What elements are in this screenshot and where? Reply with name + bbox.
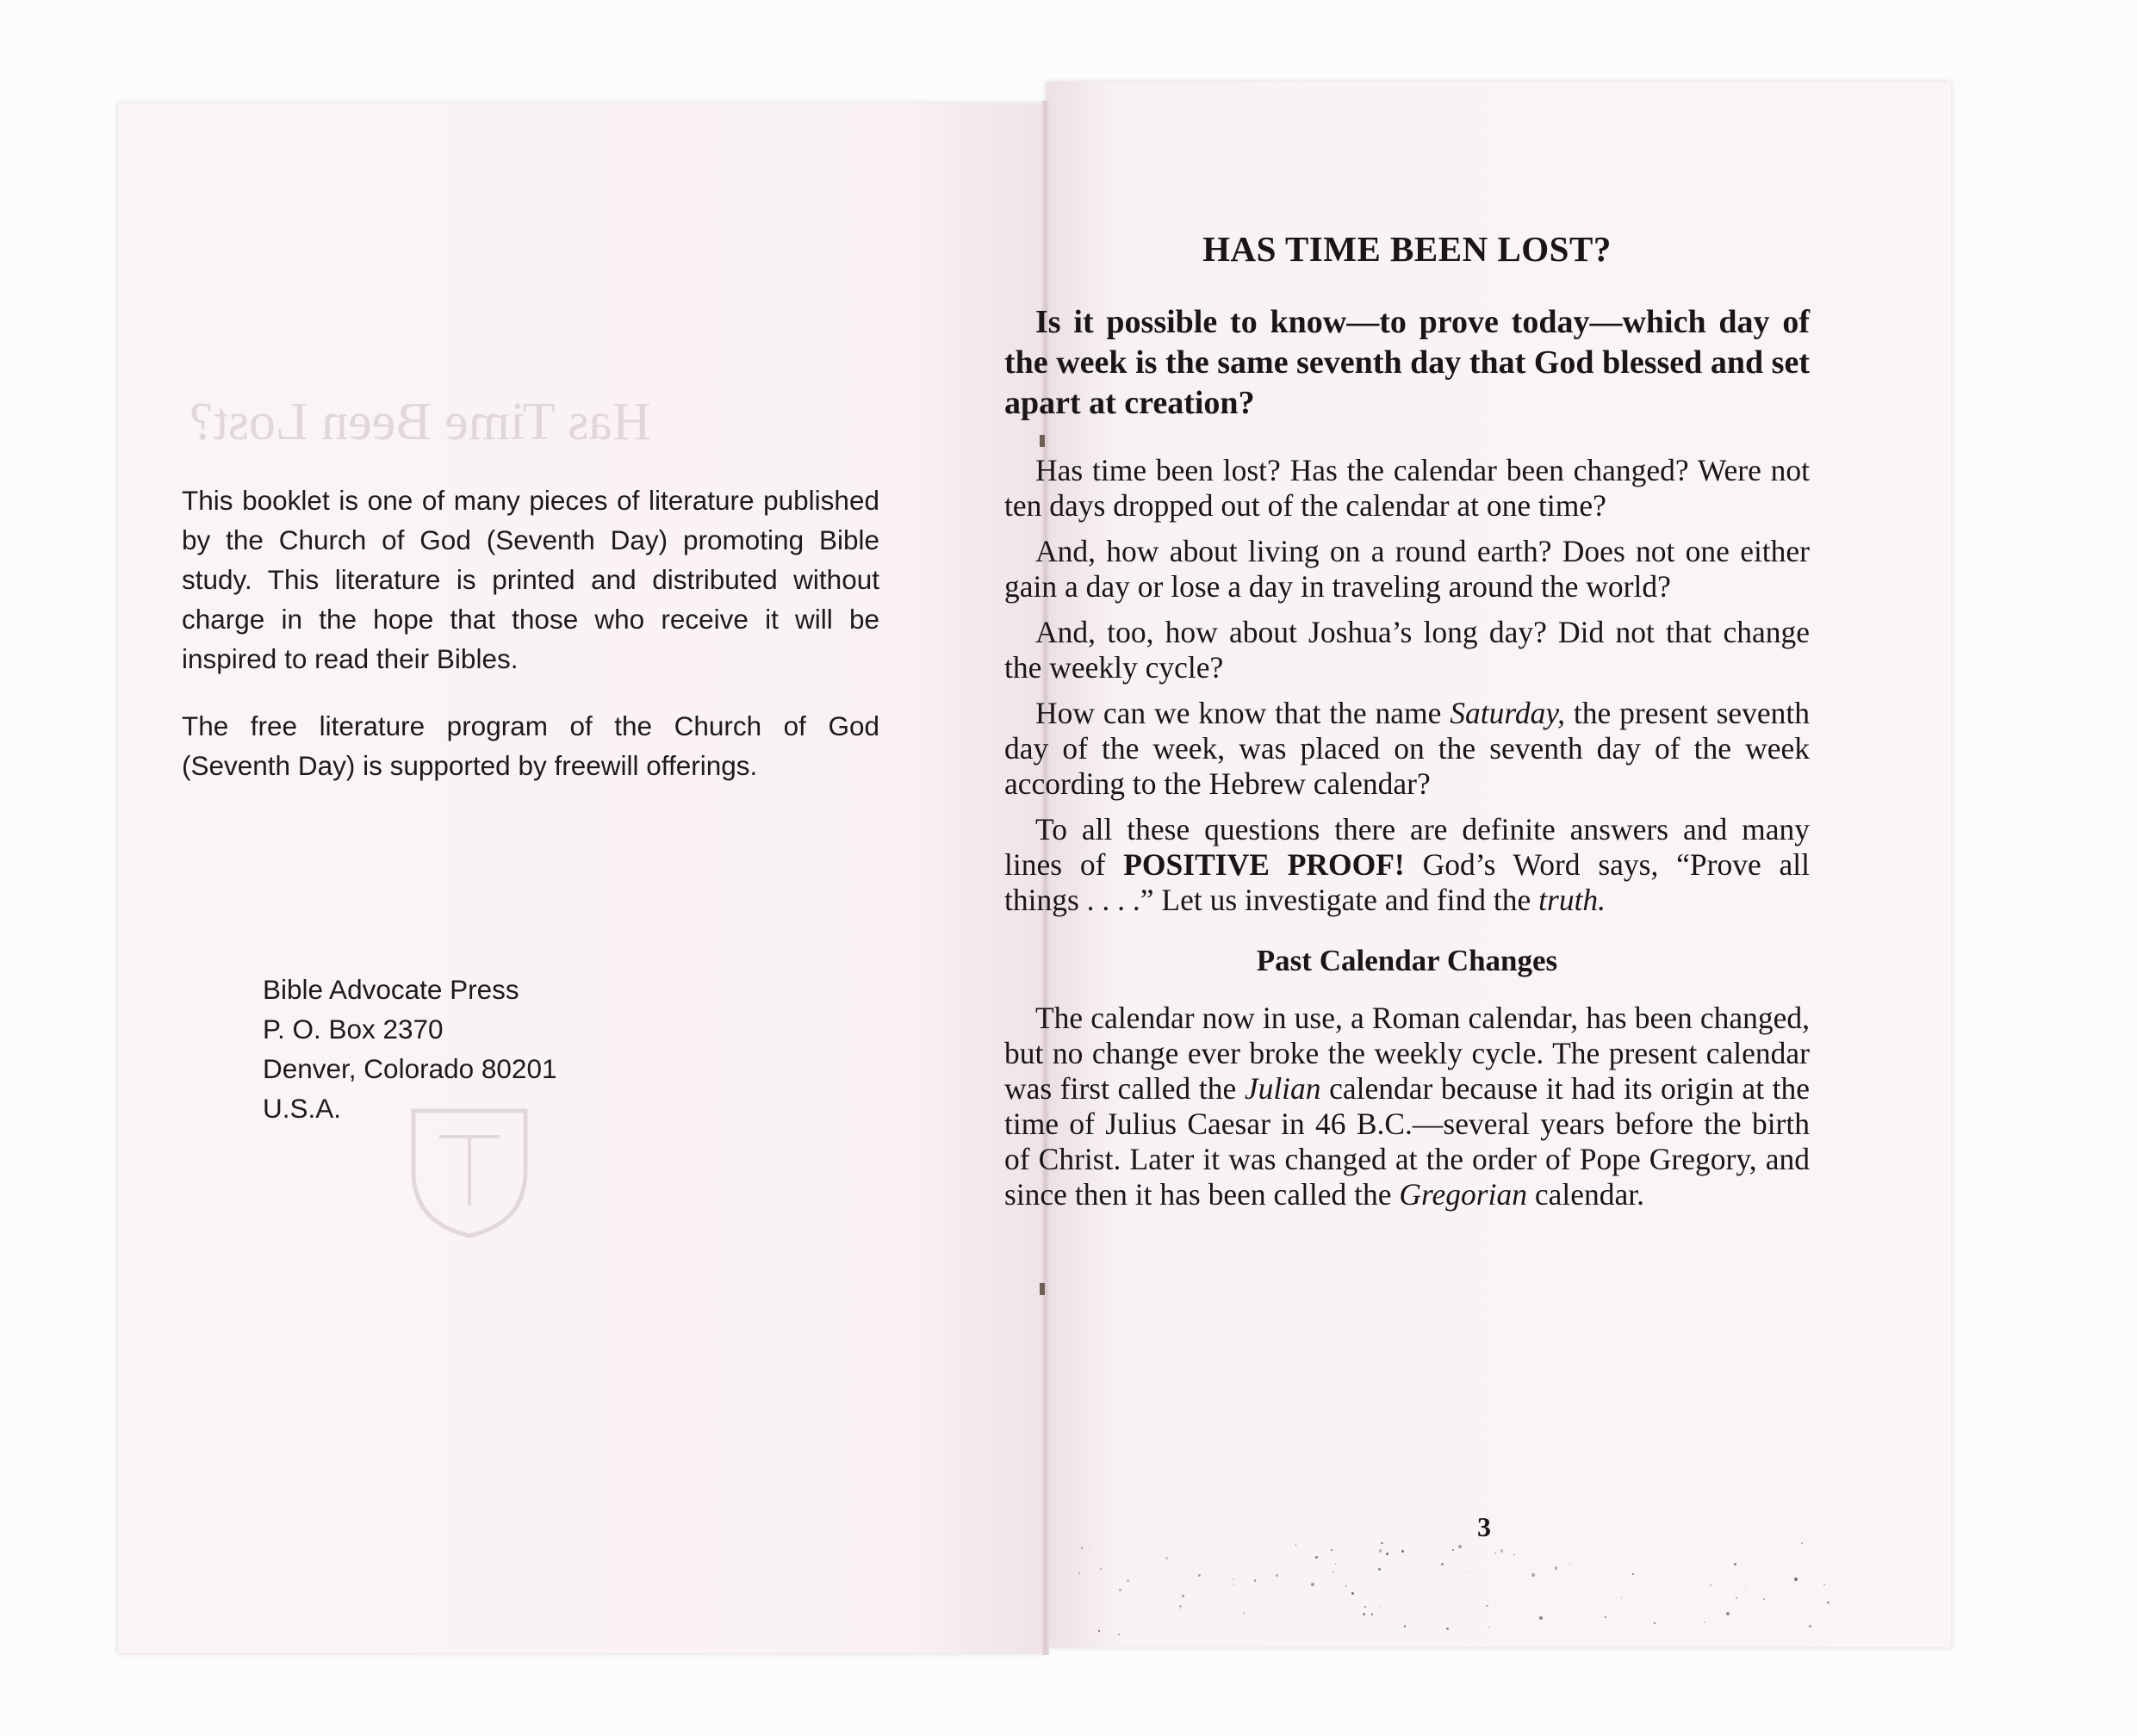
speck [1539,1616,1543,1620]
publisher-address [263,970,557,1128]
speck [1458,1545,1462,1548]
speck [1734,1563,1736,1566]
address-line-publisher: Bible Advocate Press [263,974,519,1005]
speck [1364,1606,1366,1608]
booklet-description: This booklet is one of many pieces of literature published by the Church of God (Seventh Day) promoting Bible study. This literature is printed and distributed without charge in the hope that those who receive it will be inspired to read their Bibles. [182,485,879,674]
staple-bottom [1040,1283,1045,1295]
paragraph-round-earth: And, how about living on a round earth? Does not one either gain a day or lose a day in traveling around the world? [1004,534,1810,604]
speck [1386,1553,1388,1555]
address-line-country: U.S.A. [263,1093,342,1124]
speck [1801,1542,1803,1544]
paragraph-joshua: And, too, how about Joshua’s long day? Did not that change the weekly cycle? [1004,615,1810,685]
speck [1182,1595,1184,1597]
speck [1081,1547,1083,1549]
paragraph-calendar-changed: Has time been lost? Has the calendar been changed? Were not ten days dropped out of the calendar at one time? [1004,453,1810,523]
speck [1119,1589,1121,1591]
speck [1621,1597,1622,1598]
speck [1531,1573,1535,1577]
speck [1809,1625,1811,1627]
speck [1794,1578,1798,1581]
right-page-text [1004,189,1810,1223]
paragraph-positive-proof: To all these questions there are definite answers and many lines of POSITIVE PROOF! God’s Word says, “Prove all things . . . .” Let us investigate and find the truth. [1004,812,1811,917]
address-line-city: Denver, Colorado 80201 [263,1053,557,1084]
free-literature-note: The free literature program of the Church of God (Seventh Day) is supported by freewill offerings. [182,710,879,781]
speck [1098,1630,1100,1632]
speck [1363,1613,1365,1615]
address-line-po-box: P. O. Box 2370 [263,1014,444,1045]
speck [1295,1544,1297,1546]
speck [1351,1592,1353,1594]
speck [1710,1584,1711,1586]
speck [1404,1625,1407,1628]
speck [1401,1550,1404,1553]
lead-question: Is it possible to know—to prove today—which day of the week is the same seventh day that God blessed and set apart at creation? [1004,304,1810,421]
speck [1276,1574,1278,1577]
speck [1605,1616,1606,1618]
left-page [118,103,1044,1653]
speck [1763,1598,1765,1600]
speck [1378,1568,1381,1571]
speck [1446,1628,1449,1630]
section-heading: Past Calendar Changes [1256,944,1558,977]
left-page-text [182,480,879,813]
speck [1254,1579,1256,1581]
page-title: HAS TIME BEEN LOST? [1202,229,1612,269]
paragraph-roman-calendar: The calendar now in use, a Roman calendar, has been changed, but no change ever broke the weekly cycle. The present calendar was first called the Julian calendar because it had its origin at the time of Julius Caesar in 46 B.C.—several years before the birth of Christ. Later it was changed at the order of Pope Gregory, and since then it has been called the Gregorian calendar. [1004,1001,1810,1212]
speck [1469,1572,1470,1573]
speck [1381,1542,1382,1544]
speck [1243,1612,1245,1614]
speck [1624,1622,1625,1623]
bleed-through-title: Has Time Been Lost? [189,393,651,451]
speck [1315,1556,1318,1559]
speck [1823,1584,1825,1585]
speck [1127,1579,1129,1582]
page-number: 3 [1477,1511,1491,1542]
speck [1331,1549,1333,1551]
paragraph-saturday: How can we know that the name Saturday, the present seventh day of the week, was placed on the seventh day of the week according to the Hebrew calendar? [1004,696,1811,801]
speck [1486,1605,1488,1607]
speck [1452,1549,1454,1551]
